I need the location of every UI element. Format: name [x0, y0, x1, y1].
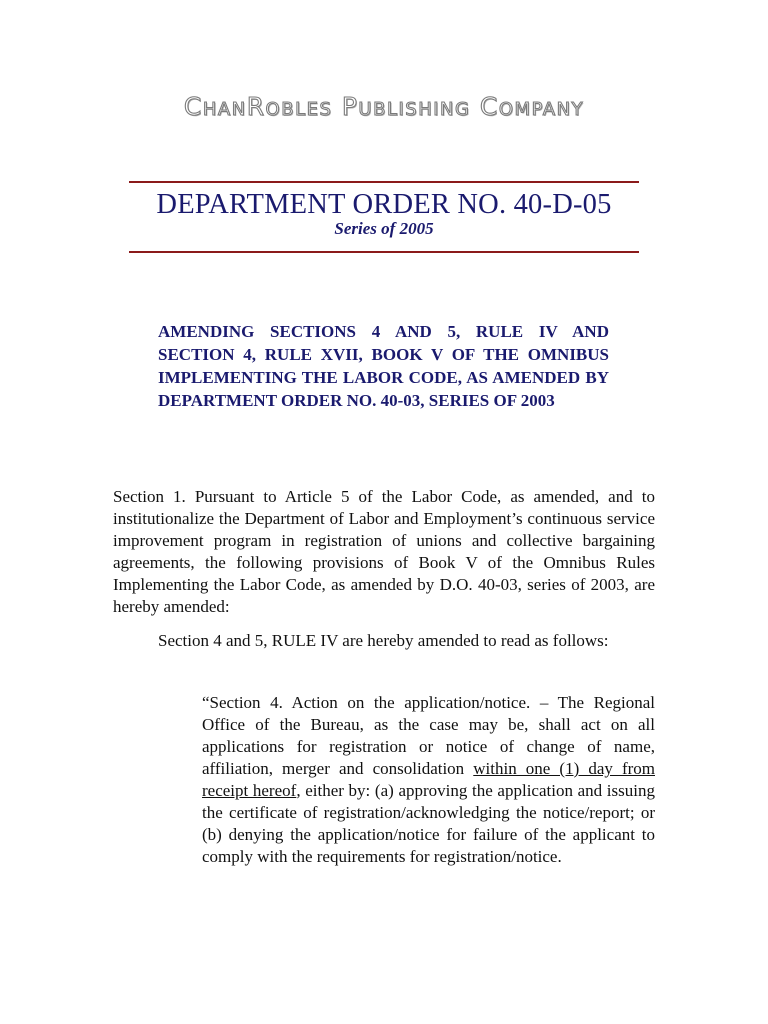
publisher-name: ChanRobles Publishing Company	[183, 92, 585, 121]
quoted-text-part-1: “Section 4. Action on the application/notice. – The Regional Office of the Bureau, as the case may be, shall act on all applications for registration or notice of change of name, affiliation, merger and consolidation	[202, 693, 655, 778]
quoted-section-4	[202, 692, 655, 868]
underlined-deadline: within one (1) day from receipt hereof	[202, 759, 655, 800]
section-amendment-intro: Section 4 and 5, RULE IV are hereby amended to read as follows:	[158, 631, 609, 650]
bottom-divider	[129, 251, 639, 253]
order-title: DEPARTMENT ORDER NO. 40-D-05	[156, 189, 612, 220]
order-series: Series of 2005	[334, 219, 434, 238]
top-divider	[129, 181, 639, 183]
quoted-text-part-2: , either by: (a) approving the application and issuing the certificate of registration/acknowledging the notice/report; or (b) denying the application/notice for failure of the applicant to comply with the requirements for registration/notice.	[202, 781, 655, 866]
order-subject: AMENDING SECTIONS 4 AND 5, RULE IV AND SECTION 4, RULE XVII, BOOK V OF THE OMNIBUS IMPLEMENTING THE LABOR CODE, AS AMENDED BY DEPARTMENT ORDER NO. 40-03, SERIES OF 2003	[158, 322, 609, 410]
section-1-paragraph: Section 1. Pursuant to Article 5 of the Labor Code, as amended, and to institutionalize the Department of Labor and Employment’s continuous service improvement program in registration of unions and collective bargaining agreements, the following provisions of Book V of the Omnibus Rules Implementing the Labor Code, as amended by D.O. 40-03, series of 2003, are hereby amended:	[113, 487, 655, 616]
